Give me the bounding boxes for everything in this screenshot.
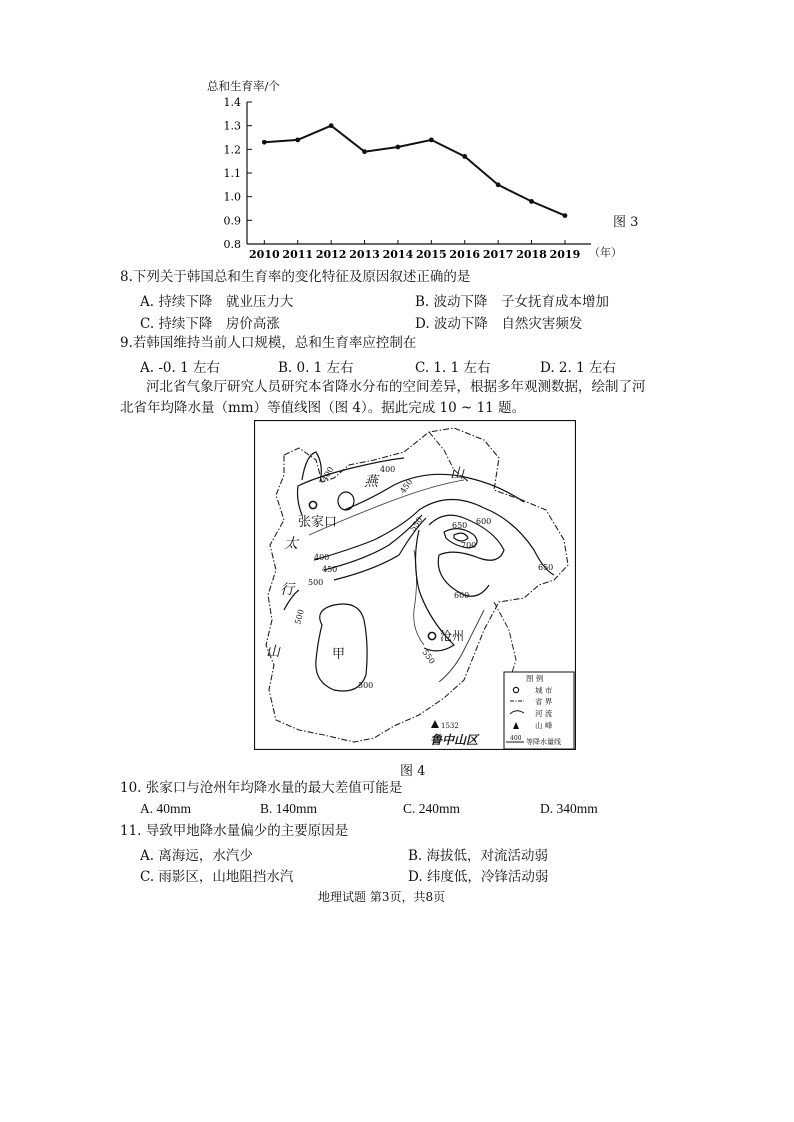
isoline-label: 650: [538, 563, 554, 572]
intro-line-2: 北省年均降水量（mm）等值线图（图 4）。据此完成 10 ~ 11 题。: [120, 400, 526, 416]
city-zhangjiakou: 张家口: [298, 515, 338, 530]
mountain-label: 山: [450, 466, 464, 482]
data-point: [262, 140, 267, 145]
isoline-label: 700: [461, 541, 477, 550]
q10-option-c[interactable]: C. 240mm: [403, 801, 461, 816]
mountain-label: 山: [266, 644, 280, 660]
y-tick-label: 1.2: [223, 143, 241, 157]
data-point: [295, 137, 300, 142]
chart-caption: 图 3: [613, 215, 639, 230]
isoline-label: 400: [380, 465, 396, 474]
data-point: [396, 145, 401, 150]
isoline-label: 400: [319, 465, 336, 483]
fertility-chart: [195, 74, 655, 264]
q11-stem: 11. 导致甲地降水量偏少的主要原因是: [120, 823, 349, 839]
x-unit: （年）: [589, 246, 622, 259]
data-point: [563, 213, 568, 218]
legend-item: 山 峰: [535, 721, 553, 730]
x-tick-label: 2015: [416, 248, 447, 261]
y-tick-label: 1.4: [223, 96, 241, 109]
q11-option-c[interactable]: C. 雨影区，山地阻挡水汽: [140, 869, 294, 885]
isoline-label: 600: [476, 517, 492, 526]
y-tick-label: 1.0: [223, 190, 241, 204]
series-line: [264, 126, 565, 216]
city-cangzhou: 沧州: [440, 629, 465, 643]
q9-option-c[interactable]: C. 1. 1 左右: [415, 360, 491, 376]
x-tick-label: 2016: [449, 248, 481, 261]
data-point: [496, 182, 501, 187]
city-icon: [428, 632, 435, 639]
mountain-label: 燕: [364, 474, 378, 490]
isoline-label: 450: [398, 477, 415, 496]
x-tick-label: 2013: [349, 248, 380, 261]
chart-ylabel: 总和生育率/个: [207, 79, 280, 93]
data-point: [462, 154, 467, 159]
isoline-label: 450: [322, 565, 338, 574]
q11-option-d[interactable]: D. 纬度低，冷锋活动弱: [408, 869, 549, 885]
isoline-label: 400: [314, 553, 330, 562]
data-point: [429, 137, 434, 142]
isoline-label: 500: [308, 578, 324, 587]
q11-option-b[interactable]: B. 海拔低，对流活动弱: [408, 848, 549, 864]
y-tick-label: 1.1: [223, 167, 241, 180]
q8-option-b[interactable]: B. 波动下降 子女抚育成本增加: [415, 294, 610, 310]
isoline-label: 550: [408, 515, 425, 534]
legend-item: 省 界: [535, 697, 553, 706]
q9-option-d[interactable]: D. 2. 1 左右: [540, 360, 616, 376]
q10-option-d[interactable]: D. 340mm: [540, 801, 598, 816]
isoline-label: 500: [358, 681, 374, 690]
q8-option-a[interactable]: A. 持续下降 就业压力大: [140, 294, 294, 310]
isoline-label: 600: [454, 591, 470, 600]
precipitation-map: [254, 420, 576, 750]
map-caption: 图 4: [400, 764, 426, 779]
legend-isoline-sample: 400: [510, 735, 522, 742]
x-tick-label: 2010: [249, 248, 280, 261]
mountain-label: 太: [284, 536, 298, 552]
q10-stem: 10. 张家口与沧州年均降水量的最大差值可能是: [120, 780, 403, 796]
city-icon: [309, 501, 316, 508]
q9-option-a[interactable]: A. -0. 1 左右: [140, 360, 220, 376]
y-tick-label: 0.8: [223, 238, 241, 251]
q8-option-d[interactable]: D. 波动下降 自然灾害频发: [415, 316, 583, 332]
y-tick-label: 1.3: [223, 119, 241, 133]
q9-option-b[interactable]: B. 0. 1 左右: [278, 360, 354, 376]
x-tick-label: 2011: [282, 248, 314, 261]
isoline-label: 550: [420, 647, 437, 666]
x-tick-label: 2014: [382, 248, 414, 261]
q11-option-a[interactable]: A. 离海远，水汽少: [140, 848, 253, 864]
page-footer: 地理试题 第3页，共8页: [318, 890, 446, 904]
legend-item: 城 市: [535, 686, 553, 695]
q10-option-b[interactable]: B. 140mm: [260, 801, 318, 816]
legend-title: 图 例: [526, 674, 544, 683]
isoline-label: 500: [293, 608, 306, 626]
region-label: 鲁中山区: [430, 733, 479, 747]
location-jia: 甲: [332, 647, 346, 662]
isoline-label: 650: [452, 521, 468, 530]
q8-option-c[interactable]: C. 持续下降 房价高涨: [140, 316, 280, 332]
data-point: [529, 199, 534, 204]
q10-option-a[interactable]: A. 40mm: [140, 801, 192, 816]
legend-item: 河 流: [535, 709, 553, 718]
peak-elevation: 1532: [441, 722, 459, 730]
mountain-label: 行: [280, 582, 294, 598]
x-tick-label: 2018: [516, 248, 547, 261]
q9-stem: 9.若韩国维持当前人口规模，总和生育率应控制在: [120, 335, 417, 351]
q8-stem: 8.下列关于韩国总和生育率的变化特征及原因叙述正确的是: [120, 269, 471, 285]
x-tick-label: 2017: [482, 248, 514, 261]
intro-line-1: 河北省气象厅研究人员研究本省降水分布的空间差异，根据多年观测数据，绘制了河: [146, 379, 646, 395]
data-point: [362, 149, 367, 154]
x-tick-label: 2012: [315, 248, 347, 261]
legend-city-icon: [513, 687, 518, 692]
legend-item: 等降水量线: [526, 738, 561, 746]
data-point: [329, 123, 334, 128]
x-tick-label: 2019: [549, 248, 581, 261]
y-tick-label: 0.9: [223, 214, 241, 228]
